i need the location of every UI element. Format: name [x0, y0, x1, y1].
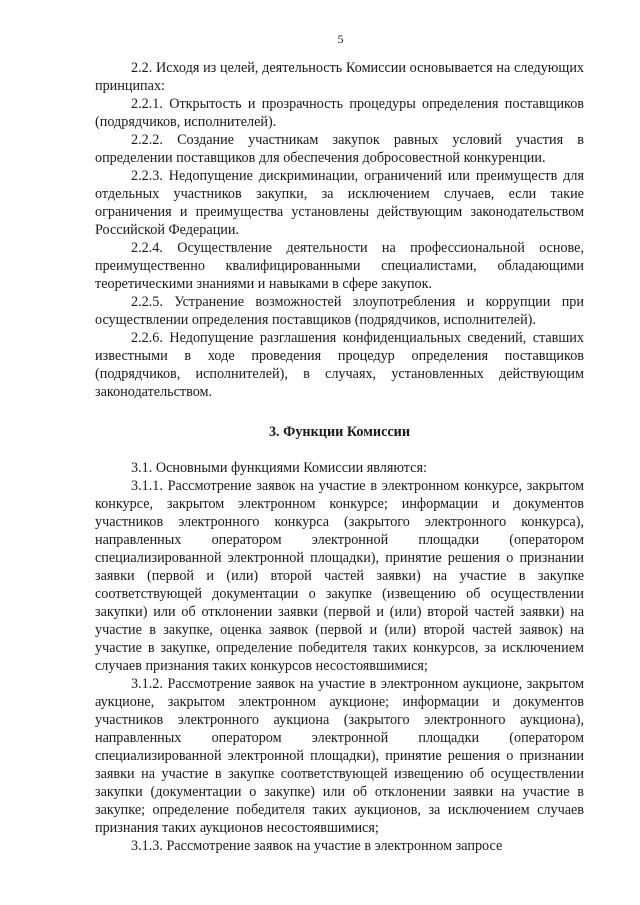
paragraph-3-1-2: 3.1.2. Рассмотрение заявок на участие в электронном аукционе, закрытом аукционе, закрытом электронном аукционе; информации и документов участников электронного аукциона (закрытого электронного аукциона), направленных оператором электронной площадки (оператором специализированной электронной площадки), принятие решения о признании заявки на участие в закупке соответствующей извещению об осуществлении закупки (документации о закупке) или об отклонении заявки на участие в закупке; определение победителя таких аукционов, за исключением случаев признания таких аукционов несостоявшимися;: [95, 676, 584, 836]
paragraph-2-2-2: 2.2.2. Создание участникам закупок равных условий участия в определении поставщиков для обеспечения добросовестной конкуренции.: [95, 132, 584, 166]
paragraph-2-2-4: 2.2.4. Осуществление деятельности на профессиональной основе, преимущественно квалифицированными специалистами, обладающими теоретическими знаниями и навыками в сфере закупок.: [95, 240, 584, 292]
document-page: [95, 32, 584, 855]
paragraph-3-1: 3.1. Основными функциями Комиссии являются:: [131, 460, 427, 476]
paragraph-2-2-5: 2.2.5. Устранение возможностей злоупотребления и коррупции при осуществлении определения поставщиков (подрядчиков, исполнителей).: [95, 294, 584, 328]
paragraph-2-2-1: 2.2.1. Открытость и прозрачность процедуры определения поставщиков (подрядчиков, исполнителей).: [95, 96, 584, 130]
paragraph-2-2: 2.2. Исходя из целей, деятельность Комиссии основывается на следующих принципах:: [95, 60, 584, 94]
page-number: 5: [337, 32, 344, 46]
paragraph-2-2-6: 2.2.6. Недопущение разглашения конфиденциальных сведений, ставших известными в ходе проведения процедур определения поставщиков (подрядчиков, исполнителей), в случаях, установленных действующим законодательством.: [95, 330, 584, 400]
paragraph-2-2-3: 2.2.3. Недопущение дискриминации, ограничений или преимуществ для отдельных участников закупки, за исключением случаев, если такие ограничения и преимущества установлены действующим законодательством Российской Федерации.: [95, 168, 584, 238]
paragraph-3-1-1: 3.1.1. Рассмотрение заявок на участие в электронном конкурсе, закрытом конкурсе, закрытом электронном конкурсе; информации и документов участников электронного конкурса (закрытого электронного конкурса), направленных оператором электронной площадки (оператором специализированной электронной площадки), принятие решения о признании заявки (первой и (или) второй частей заявки) на участие в закупке соответствующей документации о закупке (извещению об осуществлении закупки) или об отклонении заявки (первой и (или) второй частей заявки) на участие в закупке, оценка заявок (первой и (или) второй частей заявок) на участие в закупке, определение победителя таких конкурсов, за исключением случаев признания таких конкурсов несостоявшимися;: [95, 478, 584, 674]
section-heading: 3. Функции Комиссии: [268, 424, 411, 440]
paragraph-3-1-3: 3.1.3. Рассмотрение заявок на участие в электронном запросе: [131, 838, 503, 854]
